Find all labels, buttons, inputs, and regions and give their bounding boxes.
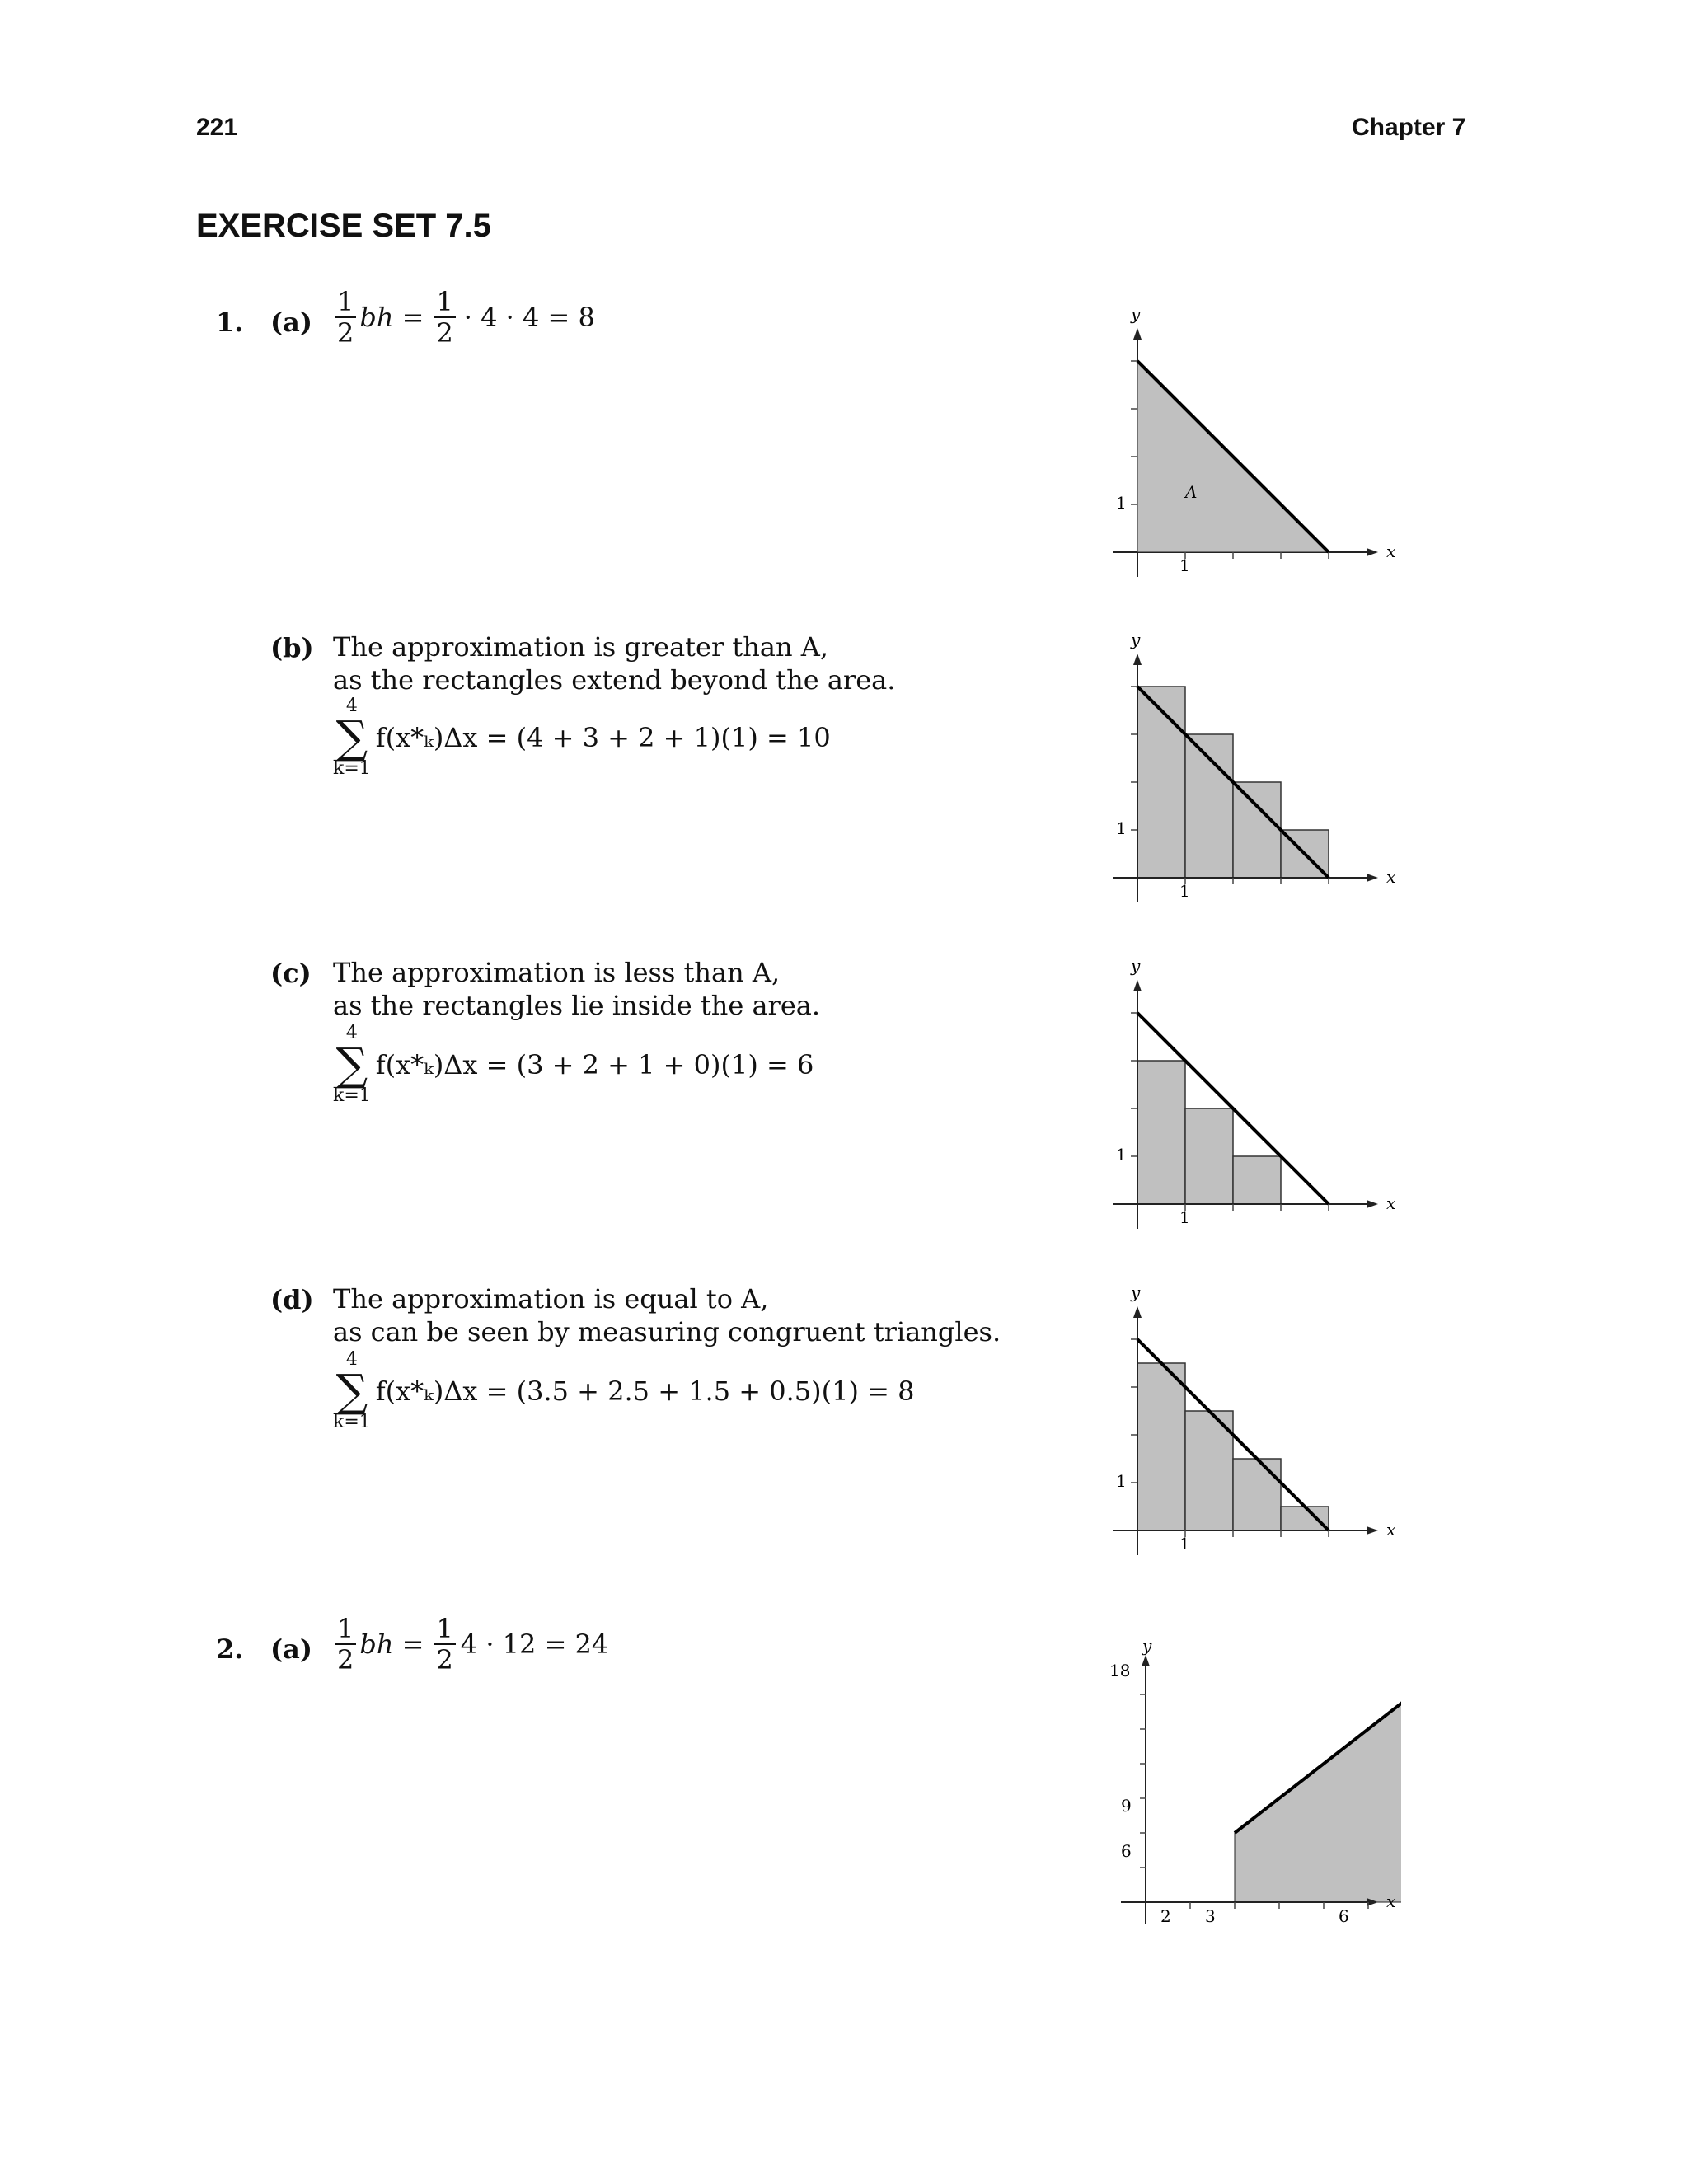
sum-1c (333, 1024, 814, 1105)
text-1c-line2: as the rectangles lie inside the area. (333, 990, 821, 1021)
x-axis-arrow-icon (1367, 548, 1378, 556)
fraction-denominator: 2 (436, 317, 453, 349)
approximation-rect (1185, 734, 1233, 878)
y-axis-label: y (1142, 1640, 1152, 1656)
fraction-numerator: 1 (434, 288, 455, 318)
y-tick-label-9: 9 (1121, 1796, 1132, 1816)
sum-upper: 4 (345, 1023, 358, 1043)
section-title: EXERCISE SET 7.5 (196, 208, 491, 244)
equation-middle: bh = (359, 302, 424, 333)
y-axis-label: y (1131, 957, 1141, 976)
y-axis-label: y (1131, 1283, 1141, 1302)
approximation-rect (1281, 1507, 1329, 1530)
sum-lower: k=1 (333, 1412, 371, 1432)
equation-middle: bh = (359, 1629, 424, 1660)
y-axis-arrow-icon (1133, 980, 1142, 991)
x-axis-label: x (1386, 1520, 1396, 1540)
sum-upper: 4 (345, 696, 358, 716)
sum-upper: 4 (345, 1349, 358, 1370)
x-axis-arrow-icon (1367, 1200, 1378, 1208)
approximation-rect (1137, 1061, 1185, 1204)
sum-expression: f(x*ₖ)Δx = (3.5 + 2.5 + 1.5 + 0.5)(1) = 8 (375, 1376, 915, 1407)
x-tick-label: 1 (1179, 881, 1190, 901)
y-axis-label: y (1131, 305, 1141, 324)
text-1d-line2: as can be seen by measuring congruent triangles. (333, 1316, 1001, 1347)
fraction-numerator: 1 (434, 1615, 455, 1645)
y-axis-arrow-icon (1133, 328, 1142, 340)
graph-1b (1104, 630, 1401, 911)
fraction-numerator: 1 (335, 1615, 356, 1645)
equation-1a (331, 286, 595, 349)
x-tick-label-6: 6 (1339, 1906, 1349, 1926)
sum-lower: k=1 (333, 1085, 371, 1106)
x-tick-label-3: 3 (1205, 1906, 1216, 1926)
problem-number-2: 2. (216, 1633, 244, 1665)
page-number: 221 (196, 114, 238, 141)
approximation-rectangles (1137, 1363, 1329, 1530)
y-axis-label: y (1131, 630, 1141, 649)
x-tick-label: 1 (1179, 1534, 1190, 1554)
y-axis-arrow-icon (1142, 1655, 1150, 1666)
sigma-icon: ∑ (335, 1038, 368, 1090)
approximation-rect (1233, 782, 1281, 878)
fraction-denominator: 2 (337, 1644, 354, 1675)
x-tick-label: 1 (1179, 555, 1190, 575)
graph-1d (1104, 1283, 1401, 1563)
y-axis-arrow-icon (1133, 1306, 1142, 1318)
y-tick-label-18: 18 (1109, 1661, 1131, 1680)
fraction (335, 286, 356, 349)
part-label-1d: (d) (270, 1284, 314, 1315)
x-tick-label-2: 2 (1160, 1906, 1171, 1926)
equation-rest: 4 · 12 = 24 (460, 1629, 609, 1660)
shaded-area (1235, 1694, 1401, 1902)
part-label-1a: (a) (270, 307, 313, 338)
x-axis-arrow-icon (1367, 874, 1378, 882)
approximation-rect (1137, 1363, 1185, 1530)
approximation-rect (1185, 1108, 1233, 1204)
area-label: A (1185, 482, 1198, 502)
fraction-denominator: 2 (337, 317, 354, 349)
x-tick-label: 1 (1179, 1207, 1190, 1227)
part-label-1b: (b) (270, 632, 314, 663)
y-axis-arrow-icon (1133, 654, 1142, 665)
equation-2a (331, 1615, 608, 1673)
equation-rest: · 4 · 4 = 8 (463, 302, 595, 333)
text-1c-line1: The approximation is less than A, (333, 957, 781, 988)
fraction (434, 286, 455, 349)
fraction (335, 1615, 356, 1673)
y-tick-label: 1 (1116, 1471, 1127, 1491)
approximation-rect (1137, 687, 1185, 878)
sum-lower: k=1 (333, 758, 371, 779)
summation (333, 697, 371, 778)
problem-number-1: 1. (216, 307, 244, 338)
part-label-2a: (a) (270, 1633, 313, 1665)
sum-1d (333, 1351, 914, 1432)
summation (333, 1024, 371, 1105)
sigma-icon: ∑ (335, 1365, 368, 1417)
fraction-numerator: 1 (335, 288, 356, 318)
x-axis-label: x (1386, 1193, 1396, 1213)
x-axis-label: x (1386, 541, 1396, 561)
text-1b-line2: as the rectangles extend beyond the area. (333, 664, 896, 696)
sum-expression: f(x*ₖ)Δx = (4 + 3 + 2 + 1)(1) = 10 (375, 722, 831, 753)
sum-1b (333, 697, 831, 778)
graph-1c (1104, 957, 1401, 1237)
sum-expression: f(x*ₖ)Δx = (3 + 2 + 1 + 0)(1) = 6 (375, 1049, 814, 1080)
x-axis-label: x (1386, 867, 1396, 887)
x-axis-arrow-icon (1367, 1526, 1378, 1535)
fraction-denominator: 2 (436, 1644, 453, 1675)
y-tick-label: 1 (1116, 493, 1127, 513)
y-tick-label: 1 (1116, 818, 1127, 838)
graph-1a (1104, 305, 1401, 585)
text-1d-line1: The approximation is equal to A, (333, 1283, 769, 1315)
approximation-rect (1233, 1156, 1281, 1204)
chapter-label: Chapter 7 (1352, 114, 1466, 141)
summation (333, 1351, 371, 1432)
sigma-icon: ∑ (335, 711, 368, 763)
text-1b-line1: The approximation is greater than A, (333, 631, 829, 663)
y-tick-label-6: 6 (1121, 1841, 1132, 1861)
part-label-1c: (c) (270, 958, 312, 989)
x-axis-label: x (1386, 1891, 1396, 1911)
approximation-rect (1233, 1459, 1281, 1530)
fraction (434, 1615, 455, 1673)
graph-2a (1104, 1640, 1401, 1937)
approximation-rectangles (1137, 1061, 1281, 1204)
y-tick-label: 1 (1116, 1145, 1127, 1165)
